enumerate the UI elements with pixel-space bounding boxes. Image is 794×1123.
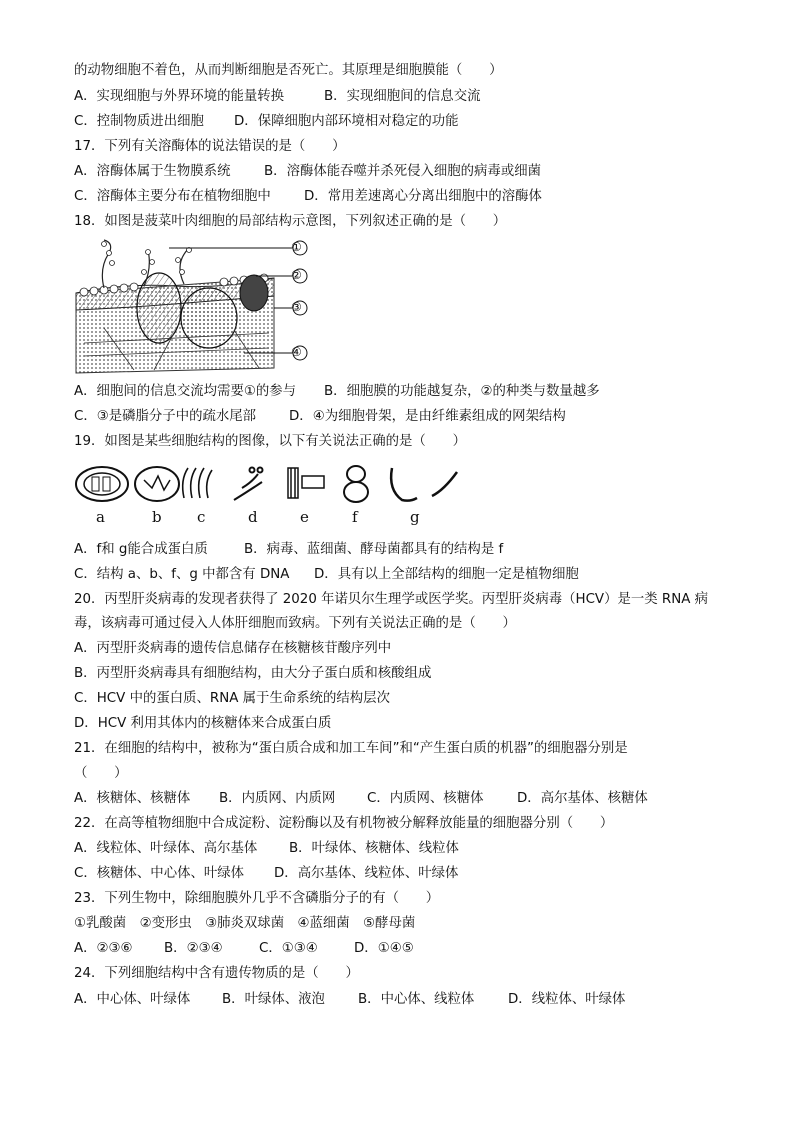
q18-option-c: C．③是磷脂分子中的疏水尾部 xyxy=(74,409,257,424)
q23-stem: 23．下列生物中，除细胞膜外几乎不含磷脂分子的有（ ） xyxy=(74,891,440,906)
q18-options-cd xyxy=(74,408,566,426)
q22-option-c: C．核糖体、中心体、叶绿体 xyxy=(74,866,245,881)
q22-option-d: D．高尔基体、线粒体、叶绿体 xyxy=(274,866,459,881)
q24-option-c: B．中心体、线粒体 xyxy=(358,992,475,1007)
callout-1: ① xyxy=(291,240,302,254)
q17-option-c: C．溶酶体主要分布在植物细胞中 xyxy=(74,189,271,204)
q17-option-b: B．溶酶体能吞噬并杀死侵入细胞的病毒或细菌 xyxy=(264,164,541,179)
q19-organelles-figure xyxy=(72,460,462,530)
q21-stem-1: 21．在细胞的结构中，被称为“蛋白质合成和加工车间”和“产生蛋白质的机器”的细胞器分别是 xyxy=(74,741,628,756)
q17-options-ab xyxy=(74,163,541,181)
label-e: e xyxy=(300,508,309,526)
q19-stem: 19．如图是某些细胞结构的图像，以下有关说法正确的是（ ） xyxy=(74,434,466,449)
q16-stem-end: 的动物细胞不着色，从而判断细胞是否死亡。其原理是细胞膜能（ ） xyxy=(74,63,503,78)
q21-stem-2: （ ） xyxy=(74,766,128,781)
q21-option-a: A．核糖体、核糖体 xyxy=(74,791,191,806)
q21-option-c: C．内质网、核糖体 xyxy=(367,791,484,806)
q16-option-d: D．保障细胞内部环境相对稳定的功能 xyxy=(234,114,459,129)
q18-membrane-figure xyxy=(74,238,314,378)
q21-options xyxy=(74,790,648,808)
callout-3: ③ xyxy=(291,300,302,314)
q24-stem: 24．下列细胞结构中含有遗传物质的是（ ） xyxy=(74,966,359,981)
label-d: d xyxy=(248,508,258,526)
organelle-d-er-icon xyxy=(234,468,263,501)
q21-option-b: B．内质网、内质网 xyxy=(219,791,336,806)
q22-stem: 22．在高等植物细胞中合成淀粉、淀粉酶以及有机物被分解释放能量的细胞器分别（ ） xyxy=(74,816,614,831)
q18-options-ab xyxy=(74,383,600,401)
q23-items: ①乳酸菌 ②变形虫 ③肺炎双球菌 ④蓝细菌 ⑤酵母菌 xyxy=(74,916,416,931)
q19-option-a: A．f和 g能合成蛋白质 xyxy=(74,542,208,557)
q16-options-ab xyxy=(74,88,480,106)
q20-option-d: D．HCV 利用其体内的核糖体来合成蛋白质 xyxy=(74,716,332,731)
q20-option-c: C．HCV 中的蛋白质、RNA 属于生命系统的结构层次 xyxy=(74,691,390,706)
q21-option-d: D．高尔基体、核糖体 xyxy=(517,791,648,806)
q17-option-d: D．常用差速离心分离出细胞中的溶酶体 xyxy=(304,189,542,204)
q17-option-a: A．溶酶体属于生物膜系统 xyxy=(74,164,231,179)
label-a: a xyxy=(96,508,105,526)
callout-4: ④ xyxy=(291,345,302,359)
q18-option-d: D．④为细胞骨架，是由纤维素组成的网架结构 xyxy=(289,409,566,424)
q22-options-cd xyxy=(74,865,458,883)
q16-option-b: B．实现细胞间的信息交流 xyxy=(324,89,481,104)
organelle-e-centriole-icon xyxy=(288,468,324,498)
organelle-b-mitochondrion-icon xyxy=(135,467,179,501)
q23-option-b: B．②③④ xyxy=(164,941,223,956)
q17-stem: 17．下列有关溶酶体的说法错误的是（ ） xyxy=(74,139,346,154)
q22-option-b: B．叶绿体、核糖体、线粒体 xyxy=(289,841,459,856)
q22-option-a: A．线粒体、叶绿体、高尔基体 xyxy=(74,841,258,856)
q22-options-ab xyxy=(74,840,459,858)
label-g: g xyxy=(410,508,420,526)
label-b: b xyxy=(152,508,162,526)
q20-option-a: A．丙型肝炎病毒的遗传信息储存在核糖核苷酸序列中 xyxy=(74,641,392,656)
q23-option-d: D．①④⑤ xyxy=(354,941,414,956)
q20-stem-1: 20．丙型肝炎病毒的发现者获得了 2020 年诺贝尔生理学或医学奖。丙型肝炎病毒（HCV）是一类 RNA 病 xyxy=(74,592,709,607)
q19-option-d: D．具有以上全部结构的细胞一定是植物细胞 xyxy=(314,567,579,582)
q20-option-b: B．丙型肝炎病毒具有细胞结构，由大分子蛋白质和核酸组成 xyxy=(74,666,432,681)
membrane-diagram xyxy=(74,238,314,378)
q19-options-cd xyxy=(74,566,579,584)
callout-2: ② xyxy=(291,268,302,282)
q19-option-b: B．病毒、蓝细菌、酵母菌都具有的结构是 f xyxy=(244,542,504,557)
organelle-drawings xyxy=(72,460,462,510)
organelle-f-ribosome-icon xyxy=(344,466,368,502)
q20-stem-2: 毒，该病毒可通过侵入人体肝细胞而致病。下列有关说法正确的是（ ） xyxy=(74,616,516,631)
q24-option-d: D．线粒体、叶绿体 xyxy=(508,992,626,1007)
label-f: f xyxy=(352,508,358,526)
organelle-g-icon xyxy=(391,468,457,501)
q18-option-a: A．细胞间的信息交流均需要①的参与 xyxy=(74,384,297,399)
q18-option-b: B．细胞膜的功能越复杂，②的种类与数量越多 xyxy=(324,384,600,399)
q16-option-a: A．实现细胞与外界环境的能量转换 xyxy=(74,89,285,104)
organelle-c-golgi-icon xyxy=(183,468,212,498)
q16-option-c: C．控制物质进出细胞 xyxy=(74,114,204,129)
q23-option-a: A．②③⑥ xyxy=(74,941,133,956)
q23-options xyxy=(74,940,414,958)
label-c: c xyxy=(197,508,206,526)
q19-option-c: C．结构 a、b、f、g 中都含有 DNA xyxy=(74,567,290,582)
q16-options-cd xyxy=(74,113,459,131)
organelle-a-chloroplast-icon xyxy=(76,467,128,501)
q19-options-ab xyxy=(74,541,503,559)
q24-option-a: A．中心体、叶绿体 xyxy=(74,992,191,1007)
q17-options-cd xyxy=(74,188,542,206)
q18-stem: 18．如图是菠菜叶肉细胞的局部结构示意图，下列叙述正确的是（ ） xyxy=(74,214,507,229)
q23-option-c: C．①③④ xyxy=(259,941,318,956)
q24-option-b: B．叶绿体、液泡 xyxy=(222,992,325,1007)
q24-options xyxy=(74,991,625,1009)
